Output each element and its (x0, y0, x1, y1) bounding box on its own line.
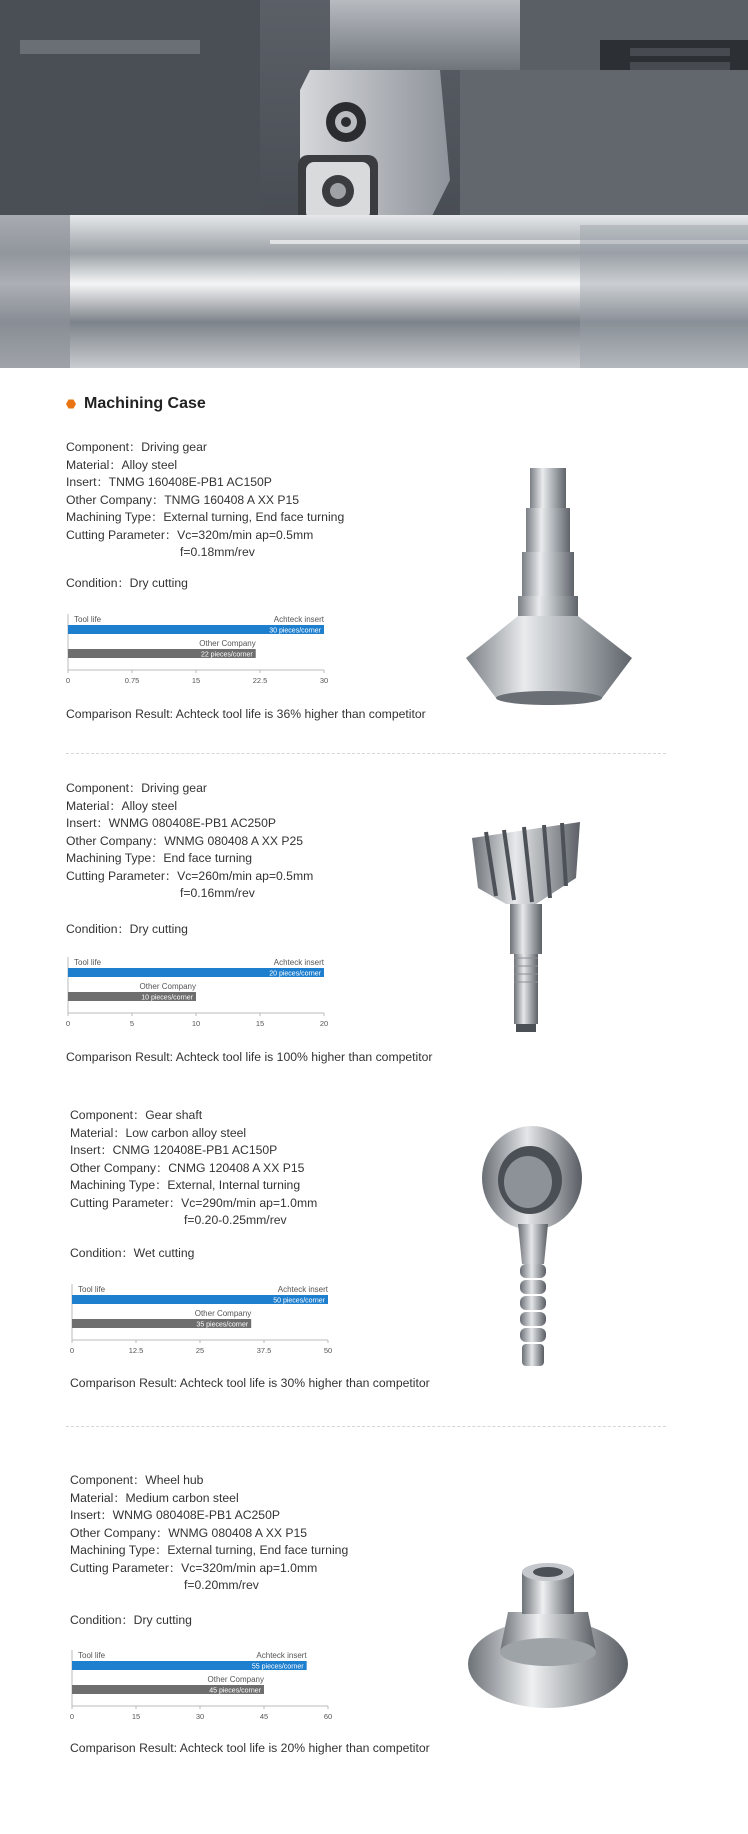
chart-svg (65, 612, 348, 690)
x-tick-label: 15 (255, 1019, 265, 1028)
driving-gear-image (462, 460, 662, 710)
bar-label-achteck: 50 pieces/corner (273, 1297, 325, 1305)
series-label-achteck: Achteck insert (273, 958, 324, 967)
material-text: Material：Low carbon alloy steel (70, 1125, 247, 1140)
other-company-text: Other Company：WNMG 080408 A XX P25 (66, 833, 304, 848)
tool-life-chart (65, 955, 348, 1033)
condition-text: Condition：Dry cutting (66, 576, 188, 590)
material-text: Material：Alloy steel (66, 457, 178, 472)
x-tick-label: 0 (65, 1019, 71, 1028)
bar-label-achteck: 30 pieces/corner (269, 627, 321, 635)
insert-text: Insert：TNMG 160408E-PB1 AC150P (66, 475, 272, 489)
cutting-parameter-feed-text: f=0.18mm/rev (180, 545, 255, 559)
condition-text: Condition：Dry cutting (70, 1613, 192, 1627)
cutting-parameter-text: Cutting Parameter：Vc=290m/min ap=1.0mm (70, 1195, 318, 1210)
insert-text: Insert：WNMG 080408E-PB1 AC250P (66, 816, 276, 830)
cutting-parameter-feed-text: f=0.20mm/rev (184, 1578, 259, 1592)
component-text: Component：Wheel hub (70, 1473, 204, 1487)
chart-title: Tool life (78, 1285, 106, 1294)
cutting-parameter-feed-text: f=0.16mm/rev (180, 886, 255, 900)
section-divider (66, 1426, 666, 1427)
series-label-other: Other Company (194, 1309, 252, 1318)
series-label-achteck: Achteck insert (256, 1651, 307, 1660)
tool-life-chart (69, 1648, 352, 1726)
bar-label-other: 35 pieces/corner (196, 1321, 249, 1329)
chart-title: Tool life (78, 1651, 106, 1660)
series-label-other: Other Company (139, 982, 196, 991)
machining-type-text: Machining Type：External turning, End face turning (70, 1543, 349, 1557)
comparison-result-text: Comparison Result: Achteck tool life is 30% higher than competitor (70, 1376, 430, 1390)
insert-text: Insert：WNMG 080408E-PB1 AC250P (70, 1508, 280, 1522)
chart-svg (65, 955, 348, 1033)
x-tick-label: 60 (323, 1712, 333, 1721)
material-text: Material：Alloy steel (66, 798, 178, 813)
x-tick-label: 30 (319, 676, 329, 685)
tool-life-chart (65, 612, 348, 690)
section-divider (66, 753, 666, 754)
cutting-parameter-feed-text: f=0.20-0.25mm/rev (184, 1213, 287, 1227)
series-label-achteck: Achteck insert (273, 615, 324, 624)
component-text: Component：Driving gear (66, 781, 207, 795)
x-tick-label: 15 (191, 676, 201, 685)
material-text: Material：Medium carbon steel (70, 1490, 239, 1505)
x-tick-label: 30 (195, 1712, 205, 1721)
x-tick-label: 22.5 (252, 676, 268, 685)
cutting-parameter-text: Cutting Parameter：Vc=320m/min ap=0.5mm (66, 527, 314, 542)
x-tick-label: 37.5 (256, 1346, 272, 1355)
insert-text: Insert：CNMG 120408E-PB1 AC150P (70, 1143, 278, 1157)
case-specs (70, 1472, 348, 1595)
x-tick-label: 25 (195, 1346, 205, 1355)
other-company-text: Other Company：WNMG 080408 A XX P15 (70, 1525, 308, 1540)
x-tick-label: 20 (319, 1019, 329, 1028)
series-label-achteck: Achteck insert (277, 1285, 328, 1294)
x-tick-label: 0 (65, 676, 71, 685)
cutting-parameter-text: Cutting Parameter：Vc=320m/min ap=1.0mm (70, 1560, 318, 1575)
other-company-text: Other Company：CNMG 120408 A XX P15 (70, 1160, 305, 1175)
x-tick-label: 5 (129, 1019, 135, 1028)
x-tick-label: 15 (131, 1712, 141, 1721)
x-tick-label: 50 (323, 1346, 333, 1355)
condition-text: Condition：Wet cutting (70, 1246, 195, 1260)
hero-machining-photo (0, 0, 748, 368)
chart-svg (69, 1282, 352, 1360)
bar-label-achteck: 20 pieces/corner (269, 970, 321, 978)
x-tick-label: 45 (259, 1712, 269, 1721)
x-tick-label: 12.5 (128, 1346, 144, 1355)
tool-life-chart (69, 1282, 352, 1360)
component-text: Component：Gear shaft (70, 1108, 203, 1122)
series-label-other: Other Company (199, 639, 256, 648)
case-specs (66, 780, 313, 903)
x-tick-label: 10 (191, 1019, 201, 1028)
component-text: Component：Driving gear (66, 440, 207, 454)
bevel-gear-image (466, 808, 586, 1038)
x-tick-label: 0.75 (124, 676, 140, 685)
bar-label-other: 10 pieces/corner (141, 994, 193, 1002)
wheel-hub-image (464, 1552, 634, 1712)
chart-title: Tool life (74, 958, 102, 967)
other-company-text: Other Company：TNMG 160408 A XX P15 (66, 492, 300, 507)
section-heading (66, 395, 206, 413)
cutting-parameter-text: Cutting Parameter：Vc=260m/min ap=0.5mm (66, 868, 314, 883)
gear-shaft-image (478, 1124, 588, 1374)
machining-type-text: Machining Type：External turning, End face turning (66, 510, 345, 524)
comparison-result-text: Comparison Result: Achteck tool life is 20% higher than competitor (70, 1741, 430, 1755)
section-title: Machining Case (84, 395, 206, 412)
series-label-other: Other Company (207, 1675, 264, 1684)
machining-type-text: Machining Type：External, Internal turning (70, 1178, 301, 1192)
hexagon-bullet-icon (66, 399, 76, 409)
x-tick-label: 0 (69, 1346, 75, 1355)
chart-title: Tool life (74, 615, 102, 624)
bar-label-achteck: 55 pieces/corner (251, 1663, 304, 1671)
bar-label-other: 22 pieces/corner (200, 651, 253, 659)
bar-label-other: 45 pieces/corner (209, 1687, 261, 1695)
case-specs (70, 1107, 317, 1230)
comparison-result-text: Comparison Result: Achteck tool life is 36% higher than competitor (66, 707, 426, 721)
condition-text: Condition：Dry cutting (66, 922, 188, 936)
comparison-result-text: Comparison Result: Achteck tool life is 100% higher than competitor (66, 1050, 433, 1064)
machining-type-text: Machining Type：End face turning (66, 851, 253, 865)
case-specs (66, 439, 344, 562)
x-tick-label: 0 (69, 1712, 75, 1721)
chart-svg (69, 1648, 352, 1726)
